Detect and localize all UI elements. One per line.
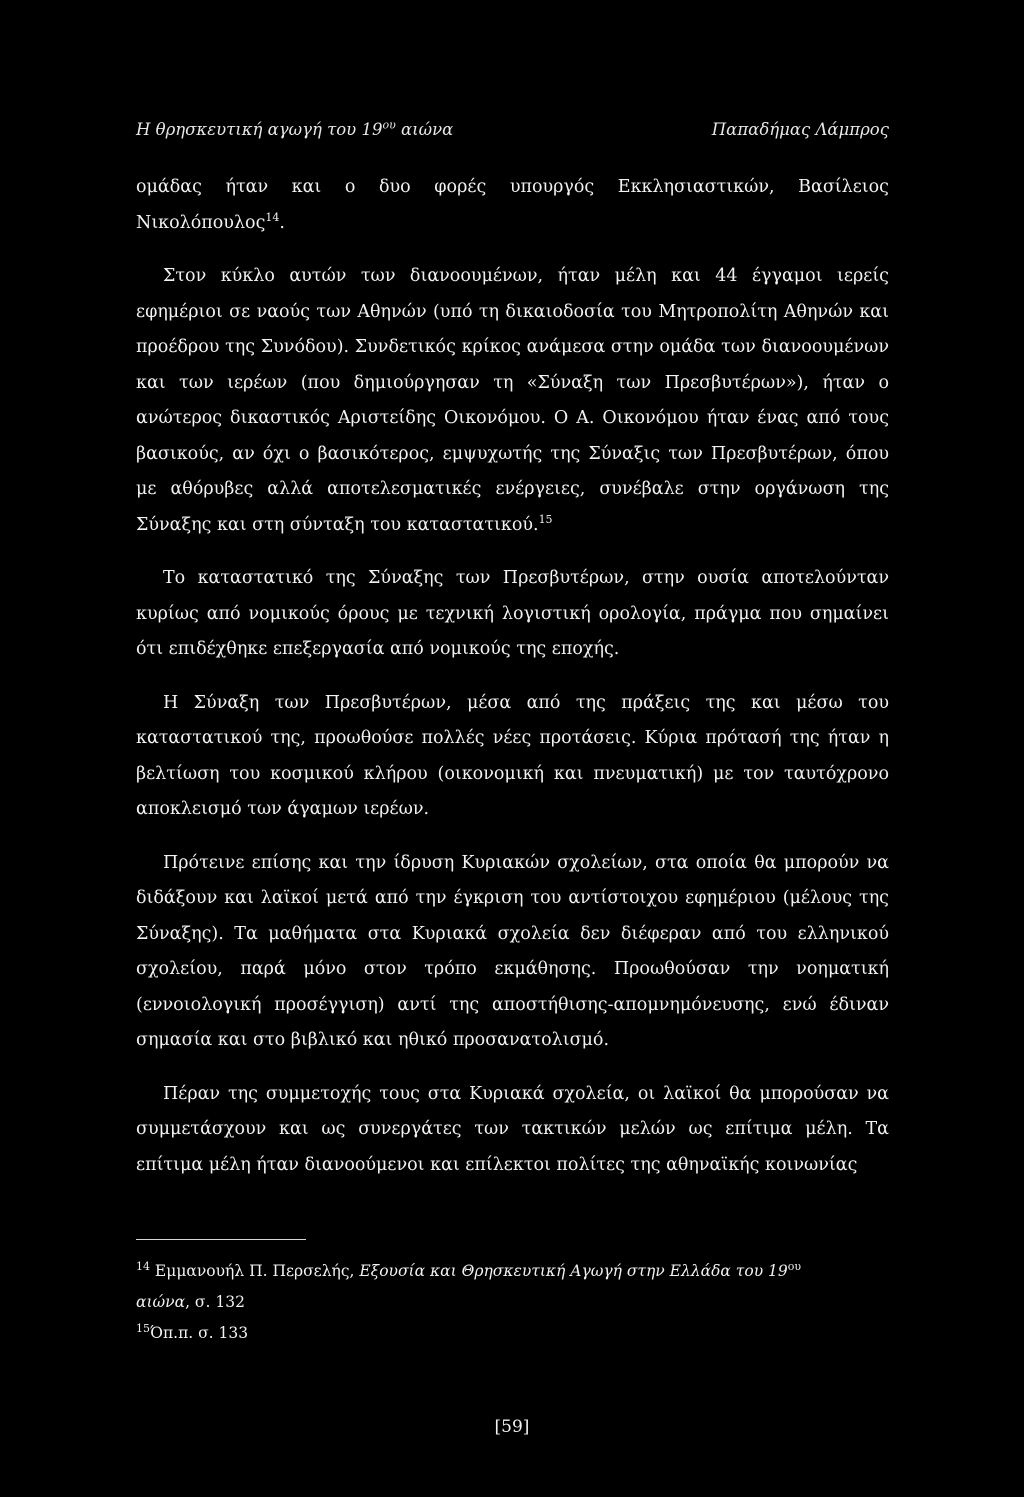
running-header (136, 110, 889, 150)
paragraph: Πρότεινε επίσης και την ίδρυση Κυριακών σχολείων, στα οποία θα μπορούν να διδάξουν και λαϊκοί μετά από την έγκριση του αντίστοιχου εφημέριου (μέλους της Σύναξης). Τα μαθήματα στα Κυριακά σχολεία δεν διέφεραν από του ελληνικού σχολείου, παρά μόνο στον τρόπο εκμάθησης. Προωθούσαν την νοηματική (εννοιολογική προσέγγιση) αντί της αποστήθισης-απομνημόνευσης, ενώ έδιναν σημασία και στο βιβλικό και ηθικό προσανατολισμό. (136, 852, 889, 1050)
footnote-ref-14[interactable]: 14 (265, 210, 280, 224)
paragraph: Το καταστατικό της Σύναξης των Πρεσβυτέρων, στην ουσία αποτελούνταν κυρίως από νομικούς όρους με τεχνική λογιστική ορολογία, πράγμα που σημαίνει ότι επιδέχθηκε επεξεργασία από νομικούς της εποχής. (136, 568, 889, 659)
paragraph: Πέραν της συμμετοχής τους στα Κυριακά σχολεία, οι λαϊκοί θα μπορούσαν να συμμετάσχουν και ως συνεργάτες των τακτικών μελών ως επίτιμα μέλη. Τα επίτιμα μέλη ήταν διανοούμενοι και επίλεκτοι πολίτες της αθηναϊκής κοινωνίας (136, 1083, 889, 1175)
paragraph-continuation: ομάδας ήταν και ο δυο φορές υπουργός Εκκλησιαστικών, Βασίλειος Νικολόπουλος$^{14}$. (136, 177, 889, 233)
paragraph: Η Σύναξη των Πρεσβυτέρων, μέσα από της πράξεις της και μέσω του καταστατικού της, προωθούσε πολλές νέες προτάσεις. Κύρια πρότασή της ήταν η βελτίωση του κοσμικού κλήρου (οικονομική και πνευματική) με τον ταυτόχρονο αποκλεισμό των άγαμων ιερέων. (136, 692, 889, 819)
header-title: Η θρησκευτική αγωγή του $19^{o\upsilon}$ αιώνα (136, 118, 454, 139)
header-title-superscript: ου (382, 118, 396, 132)
footnote-ref-15[interactable]: 15 (538, 512, 553, 526)
footnote-divider (136, 1239, 306, 1240)
page-number: [59] (494, 1417, 530, 1437)
header-author: Παπαδήμας Λάμπρος (711, 120, 889, 139)
body-text (136, 170, 889, 1183)
footnote-14: $^{14}$ Εμμανουήλ Π. Περσελής, Εξουσία και Θρησκευτική Αγωγή στην Ελλάδα του $19^{o\upsilon}$ αιώνα, σ. 132 (136, 1259, 802, 1311)
footnote-15: $^{15}$Όπ.π. σ. 133 (136, 1321, 249, 1342)
paragraph: Στον κύκλο αυτών των διανοουμένων, ήταν μέλη και 44 έγγαμοι ιερείς εφημέριοι σε ναούς των Αθηνών (υπό τη δικαιοδοσία του Μητροπολίτη Αθηνών και προέδρου της Συνόδου). Συνδετικός κρίκος ανάμεσα στην ομάδα των διανοουμένων και των ιερέων (που δημιούργησαν τη «Σύναξη των Πρεσβυτέρων»), ήταν ο ανώτερος δικαστικός Αριστείδης Οικονόμου. Ο Α. Οικονόμου ήταν ένας από τους βασικούς, αν όχι ο βασικότερος, εμψυχωτής της Σύναξις των Πρεσβυτέρων, όπου με αθόρυβες αλλά αποτελεσματικές ενέργειες, συνέβαλε στην οργάνωση της Σύναξης και στη σύνταξη του καταστατικού.$^{15}$ (136, 266, 889, 535)
footnotes (136, 1256, 889, 1349)
page (136, 110, 889, 1349)
